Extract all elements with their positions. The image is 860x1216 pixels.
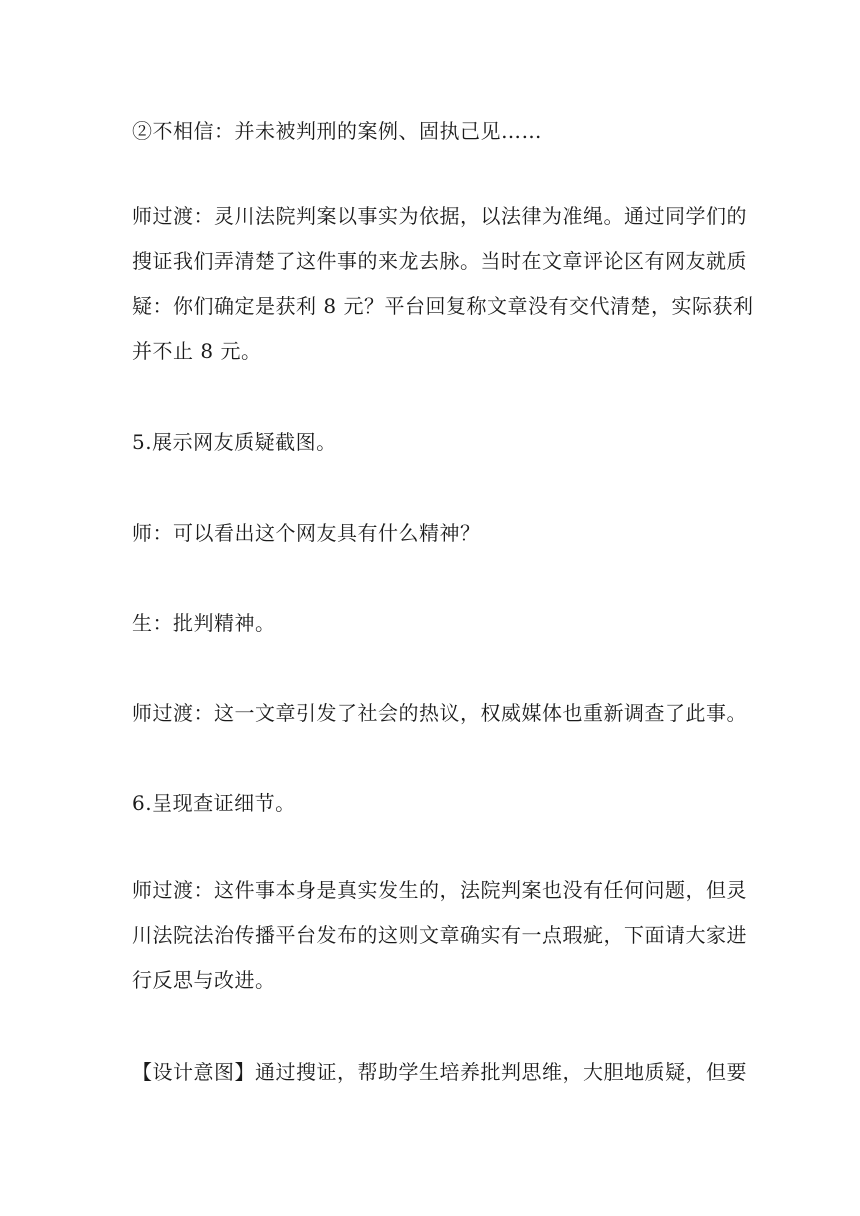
- paragraph-line: 师过渡：这件事本身是真实发生的，法院判案也没有任何问题，但灵: [132, 878, 747, 902]
- paragraph-step-6: [132, 781, 732, 826]
- paragraph-line: 师：可以看出这个网友具有什么精神？: [132, 521, 481, 545]
- paragraph-line: 并不止 8 元。: [132, 339, 262, 363]
- paragraph-line: 师过渡：灵川法院判案以事实为依据，以法律为准绳。通过同学们的: [132, 204, 747, 228]
- paragraph-teacher-transition-3: [132, 868, 747, 1003]
- paragraph-line: 行反思与改进。: [132, 968, 276, 992]
- paragraph-line: 川法院法治传播平台发布的这则文章确实有一点瑕疵，下面请大家进: [132, 923, 747, 947]
- paragraph-student-answer: [132, 601, 732, 646]
- paragraph-teacher-transition-1: [132, 194, 754, 374]
- paragraph-disbelief-item: [132, 109, 732, 154]
- paragraph-line: 师过渡：这一文章引发了社会的热议，权威媒体也重新调查了此事。: [132, 701, 747, 725]
- paragraph-line: 5.展示网友质疑截图。: [132, 430, 337, 454]
- paragraph-design-intent: [132, 1050, 747, 1095]
- paragraph-line: 搜证我们弄清楚了这件事的来龙去脉。当时在文章评论区有网友就质: [132, 249, 747, 273]
- paragraph-line: 疑：你们确定是获利 8 元？平台回复称文章没有交代清楚，实际获利: [132, 294, 754, 318]
- paragraph-line: 生：批判精神。: [132, 611, 276, 635]
- paragraph-step-5: [132, 420, 732, 465]
- paragraph-line: ②不相信：并未被判刑的案例、固执己见……: [132, 119, 542, 143]
- paragraph-line: 【设计意图】通过搜证，帮助学生培养批判思维，大胆地质疑，但要: [132, 1060, 747, 1084]
- paragraph-line: 6.呈现查证细节。: [132, 791, 296, 815]
- paragraph-teacher-question: [132, 511, 732, 556]
- paragraph-teacher-transition-2: [132, 691, 747, 736]
